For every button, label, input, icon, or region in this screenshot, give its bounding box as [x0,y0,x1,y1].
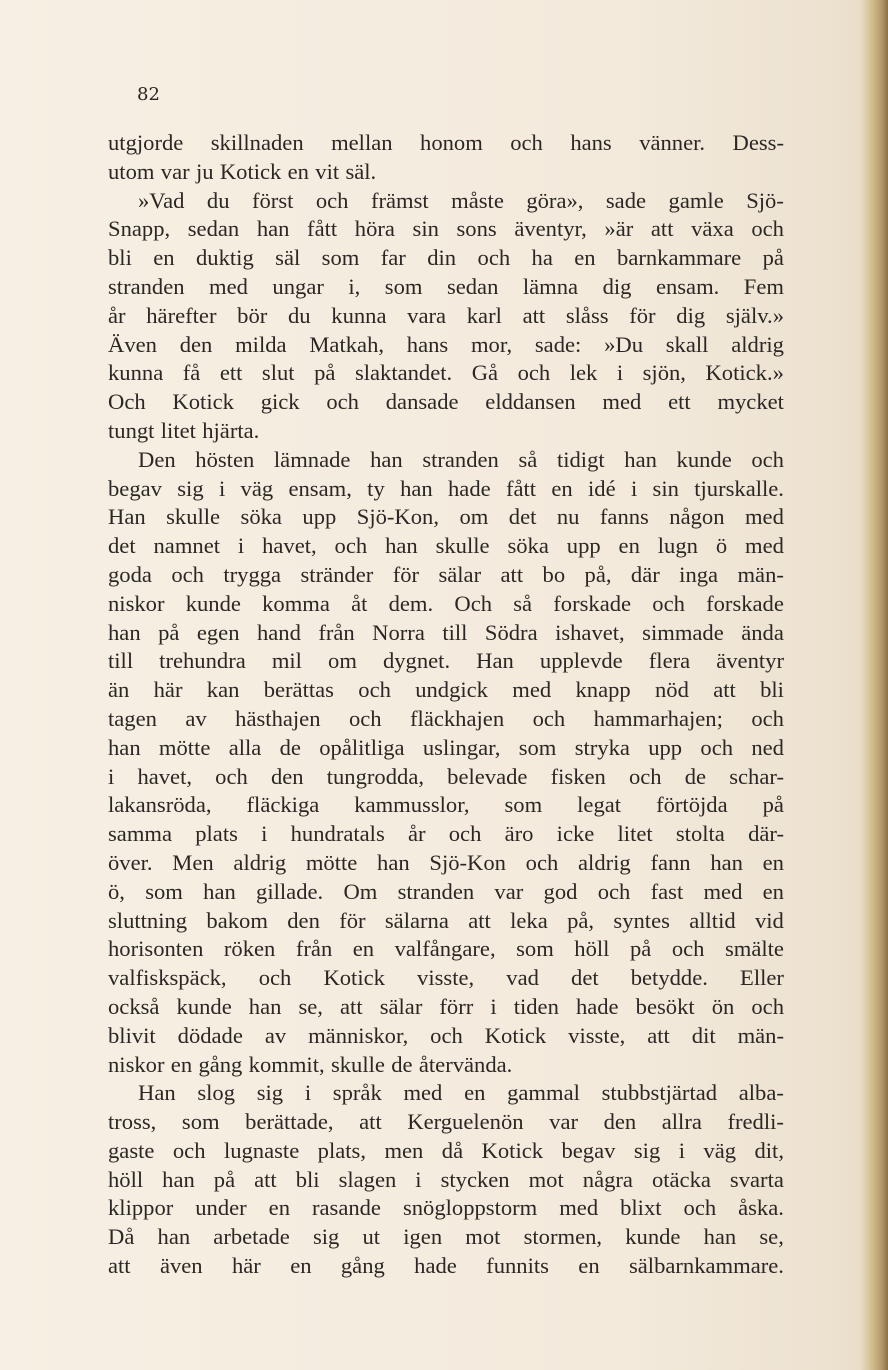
text-line: klippor under en rasande snögloppstorm med blixt och åska. [108,1195,784,1221]
text-line: begav sig i väg ensam, ty han hade fått en idé i sin tjurskalle. [108,475,784,501]
text-line: horisonten röken från en valfångare, som höll på och smälte [108,936,784,962]
text-line: över. Men aldrig mötte han Sjö-Kon och aldrig fann han en [108,849,784,875]
text-line: bli en duktig säl som far din och ha en barnkammare på [108,245,784,271]
text-line: Han slog sig i språk med en gammal stubbstjärtad alba- [138,1080,784,1106]
text-line: Då han arbetade sig ut igen mot stormen, kunde han se, [108,1224,784,1250]
text-line: i havet, och den tungrodda, belevade fisken och de schar- [108,763,784,789]
body-text [108,129,784,1281]
text-line: år härefter bör du kunna vara karl att slåss för dig själv.» [108,302,784,328]
page-edge-shadow [860,0,888,1370]
text-line: han mötte alla de opålitliga uslingar, som stryka upp och ned [108,734,784,760]
text-line: samma plats i hundratals år och äro icke litet stolta där- [108,821,784,847]
text-line: att även här en gång hade funnits en sälbarnkammare. [108,1253,784,1279]
text-line: Han skulle söka upp Sjö-Kon, om det nu fanns någon med [108,504,784,530]
text-line: också kunde han se, att sälar förr i tiden hade besökt ön och [108,993,784,1019]
text-line: Snapp, sedan han fått höra sin sons äventyr, »är att växa och [108,216,784,242]
text-line: kunna få ett slut på slaktandet. Gå och lek i sjön, Kotick.» [108,360,784,386]
text-line: Den hösten lämnade han stranden så tidigt han kunde och [138,446,784,472]
text-line: sluttning bakom den för sälarna att leka på, syntes alltid vid [108,907,784,933]
text-line: blivit dödade av människor, och Kotick visste, att dit män- [108,1022,784,1048]
text-line: Och Kotick gick och dansade elddansen med ett mycket [108,389,784,415]
text-line: till trehundra mil om dygnet. Han upplevde flera äventyr [108,648,784,674]
text-line: lakansröda, fläckiga kammusslor, som legat förtöjda på [108,792,784,818]
text-line: tagen av hästhajen och fläckhajen och hammarhajen; och [108,705,784,731]
text-line: höll han på att bli slagen i stycken mot några otäcka svarta [108,1166,784,1192]
text-line: han på egen hand från Norra till Södra ishavet, simmade ända [108,619,784,645]
text-line: »Vad du först och främst måste göra», sade gamle Sjö- [138,187,784,213]
text-line: Även den milda Matkah, hans mor, sade: »Du skall aldrig [108,331,784,357]
text-line: utom var ju Kotick en vit säl. [108,158,377,184]
text-line: tross, som berättade, att Kerguelenön var den allra fredli- [108,1109,784,1135]
page-number: 82 [137,84,160,105]
text-line: gaste och lugnaste plats, men då Kotick begav sig i väg dit, [108,1137,784,1163]
text-line: det namnet i havet, och han skulle söka upp en lugn ö med [108,533,784,559]
text-line: goda och trygga stränder för sälar att bo på, där inga män- [108,561,784,587]
text-line: valfiskspäck, och Kotick visste, vad det betydde. Eller [108,965,784,991]
text-line: stranden med ungar i, som sedan lämna dig ensam. Fem [108,273,784,299]
text-line: ö, som han gillade. Om stranden var god och fast med en [108,878,784,904]
text-line: niskor en gång kommit, skulle de återvända. [108,1051,513,1077]
text-line: än här kan berättas och undgick med knapp nöd att bli [108,677,784,703]
text-line: tungt litet hjärta. [108,417,260,443]
text-line: niskor kunde komma åt dem. Och så forskade och forskade [108,590,784,616]
text-line: utgjorde skillnaden mellan honom och hans vänner. Dess- [108,130,784,155]
